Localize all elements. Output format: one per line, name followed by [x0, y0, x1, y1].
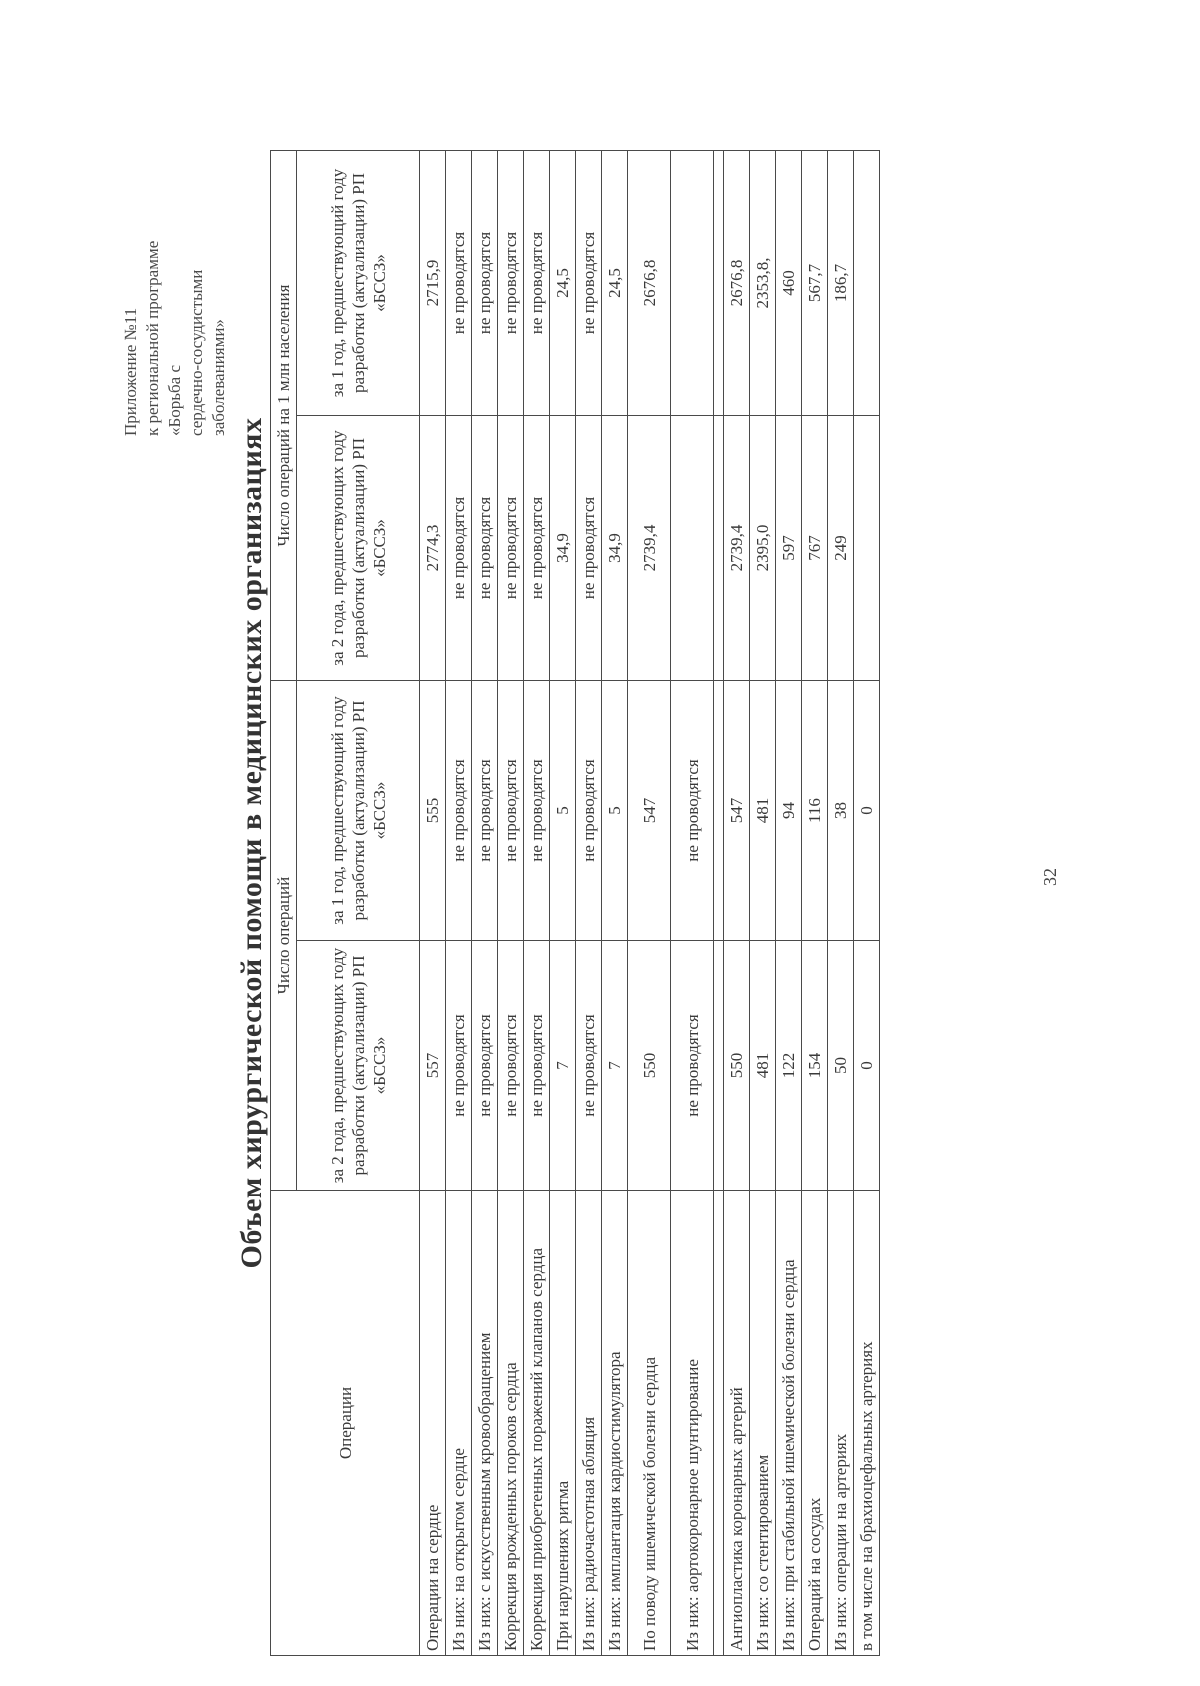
row-name: По поводу ишемической болезни сердца — [628, 1191, 671, 1656]
cell-value: 547 — [724, 681, 750, 941]
cell-value: 2739,4 — [628, 416, 671, 681]
cell-value: 5 — [550, 681, 576, 941]
cell-value: 154 — [802, 941, 828, 1191]
cell-value: 94 — [776, 681, 802, 941]
cell-value: 38 — [828, 681, 854, 941]
row-name: в том числе на брахиоцефальных артериях — [854, 1191, 880, 1656]
header-count-group: Число операций — [271, 681, 297, 1191]
appendix-line: Приложение №11 — [121, 307, 140, 436]
cell-value: 2774,3 — [420, 416, 446, 681]
cell-value: не проводятся — [524, 416, 550, 681]
row-name: Из них: с искусственным кровообращением — [472, 1191, 498, 1656]
cell-value: не проводятся — [576, 681, 602, 941]
row-name: Операции на сердце — [420, 1191, 446, 1656]
cell-value: не проводятся — [472, 681, 498, 941]
appendix-note — [120, 136, 230, 436]
cell-value: 2739,4 — [724, 416, 750, 681]
appendix-line: заболеваниями» — [209, 319, 228, 436]
cell-value: 186,7 — [828, 151, 854, 416]
row-name: Из них: со стентированием — [750, 1191, 776, 1656]
header-pm-2y: за 2 года, предшествующих году разработки (актуализации) РП «БССЗ» — [297, 416, 420, 681]
cell-value: 34,9 — [550, 416, 576, 681]
cell-value: не проводятся — [576, 416, 602, 681]
cell-value: не проводятся — [576, 941, 602, 1191]
cell-value: 2676,8 — [628, 151, 671, 416]
cell-value: 24,5 — [550, 151, 576, 416]
cell-value: не проводятся — [498, 416, 524, 681]
cell-value: не проводятся — [524, 681, 550, 941]
cell-value: не проводятся — [576, 151, 602, 416]
cell-value: не проводятся — [472, 151, 498, 416]
cell-value: 0 — [854, 681, 880, 941]
cell-value: 7 — [550, 941, 576, 1191]
row-name: Из них: имплантация кардиостимулятора — [602, 1191, 628, 1656]
cell-value: 116 — [802, 681, 828, 941]
cell-value: не проводятся — [446, 681, 472, 941]
cell-value: не проводятся — [498, 151, 524, 416]
page-title: Объем хирургической помощи в медицинских организациях — [235, 417, 268, 1269]
row-name: Из них: операции на артериях — [828, 1191, 854, 1656]
header-count-1y: за 1 год, предшествующий году разработки (актуализации) РП «БССЗ» — [297, 681, 420, 941]
cell-value: не проводятся — [472, 416, 498, 681]
cell-value: 2395,0 — [750, 416, 776, 681]
row-name: Коррекция врожденных пороков сердца — [498, 1191, 524, 1656]
cell-value: 7 — [602, 941, 628, 1191]
cell-value: не проводятся — [446, 941, 472, 1191]
cell-value: 24,5 — [602, 151, 628, 416]
cell-value: 567,7 — [802, 151, 828, 416]
cell-value: не проводятся — [472, 941, 498, 1191]
cell-value: не проводятся — [524, 151, 550, 416]
cell-value: 460 — [776, 151, 802, 416]
cell-value — [671, 416, 714, 681]
cell-value: 5 — [602, 681, 628, 941]
cell-value: 34,9 — [602, 416, 628, 681]
cell-value: 2353,8, — [750, 151, 776, 416]
cell-value: не проводятся — [446, 151, 472, 416]
operations-table — [270, 150, 880, 1656]
cell-value: не проводятся — [524, 941, 550, 1191]
cell-value — [671, 151, 714, 416]
cell-value — [854, 151, 880, 416]
row-name: Из них: аортокоронарное шунтирование — [671, 1191, 714, 1656]
row-name: Ангиопластика коронарных артерий — [724, 1191, 750, 1656]
cell-value: 481 — [750, 681, 776, 941]
header-operations: Операции — [271, 1191, 420, 1656]
cell-value: не проводятся — [498, 941, 524, 1191]
page-number: 32 — [1040, 868, 1060, 886]
cell-value: 122 — [776, 941, 802, 1191]
cell-value: 0 — [854, 941, 880, 1191]
cell-value: 597 — [776, 416, 802, 681]
row-name: Из них: при стабильной ишемической болезни сердца — [776, 1191, 802, 1656]
cell-value: 547 — [628, 681, 671, 941]
cell-value: 557 — [420, 941, 446, 1191]
cell-value: не проводятся — [446, 416, 472, 681]
cell-value: 481 — [750, 941, 776, 1191]
appendix-line: сердечно-сосудистыми — [187, 269, 206, 436]
cell-value: 2715,9 — [420, 151, 446, 416]
header-count-2y: за 2 года, предшествующих году разработки (актуализации) РП «БССЗ» — [297, 941, 420, 1191]
separator-row — [714, 151, 724, 1656]
header-pm-1y: за 1 год, предшествующий году разработки (актуализации) РП «БССЗ» — [297, 151, 420, 416]
appendix-line: «Борьба с — [165, 364, 184, 436]
cell-value: 2676,8 — [724, 151, 750, 416]
row-name: При нарушениях ритма — [550, 1191, 576, 1656]
cell-value: 50 — [828, 941, 854, 1191]
cell-value: 550 — [628, 941, 671, 1191]
cell-value: 550 — [724, 941, 750, 1191]
cell-value: не проводятся — [671, 681, 714, 941]
row-name: Из них: на открытом сердце — [446, 1191, 472, 1656]
row-name: Коррекция приобретенных поражений клапанов сердца — [524, 1191, 550, 1656]
cell-value: не проводятся — [498, 681, 524, 941]
row-name: Операций на сосудах — [802, 1191, 828, 1656]
row-name: Из них: радиочастотная абляция — [576, 1191, 602, 1656]
cell-value: 555 — [420, 681, 446, 941]
cell-value: 249 — [828, 416, 854, 681]
cell-value: не проводятся — [671, 941, 714, 1191]
appendix-line: к региональной программе — [143, 240, 162, 436]
cell-value: 767 — [802, 416, 828, 681]
header-per-million-group: Число операций на 1 млн населения — [271, 151, 297, 681]
cell-value — [854, 416, 880, 681]
